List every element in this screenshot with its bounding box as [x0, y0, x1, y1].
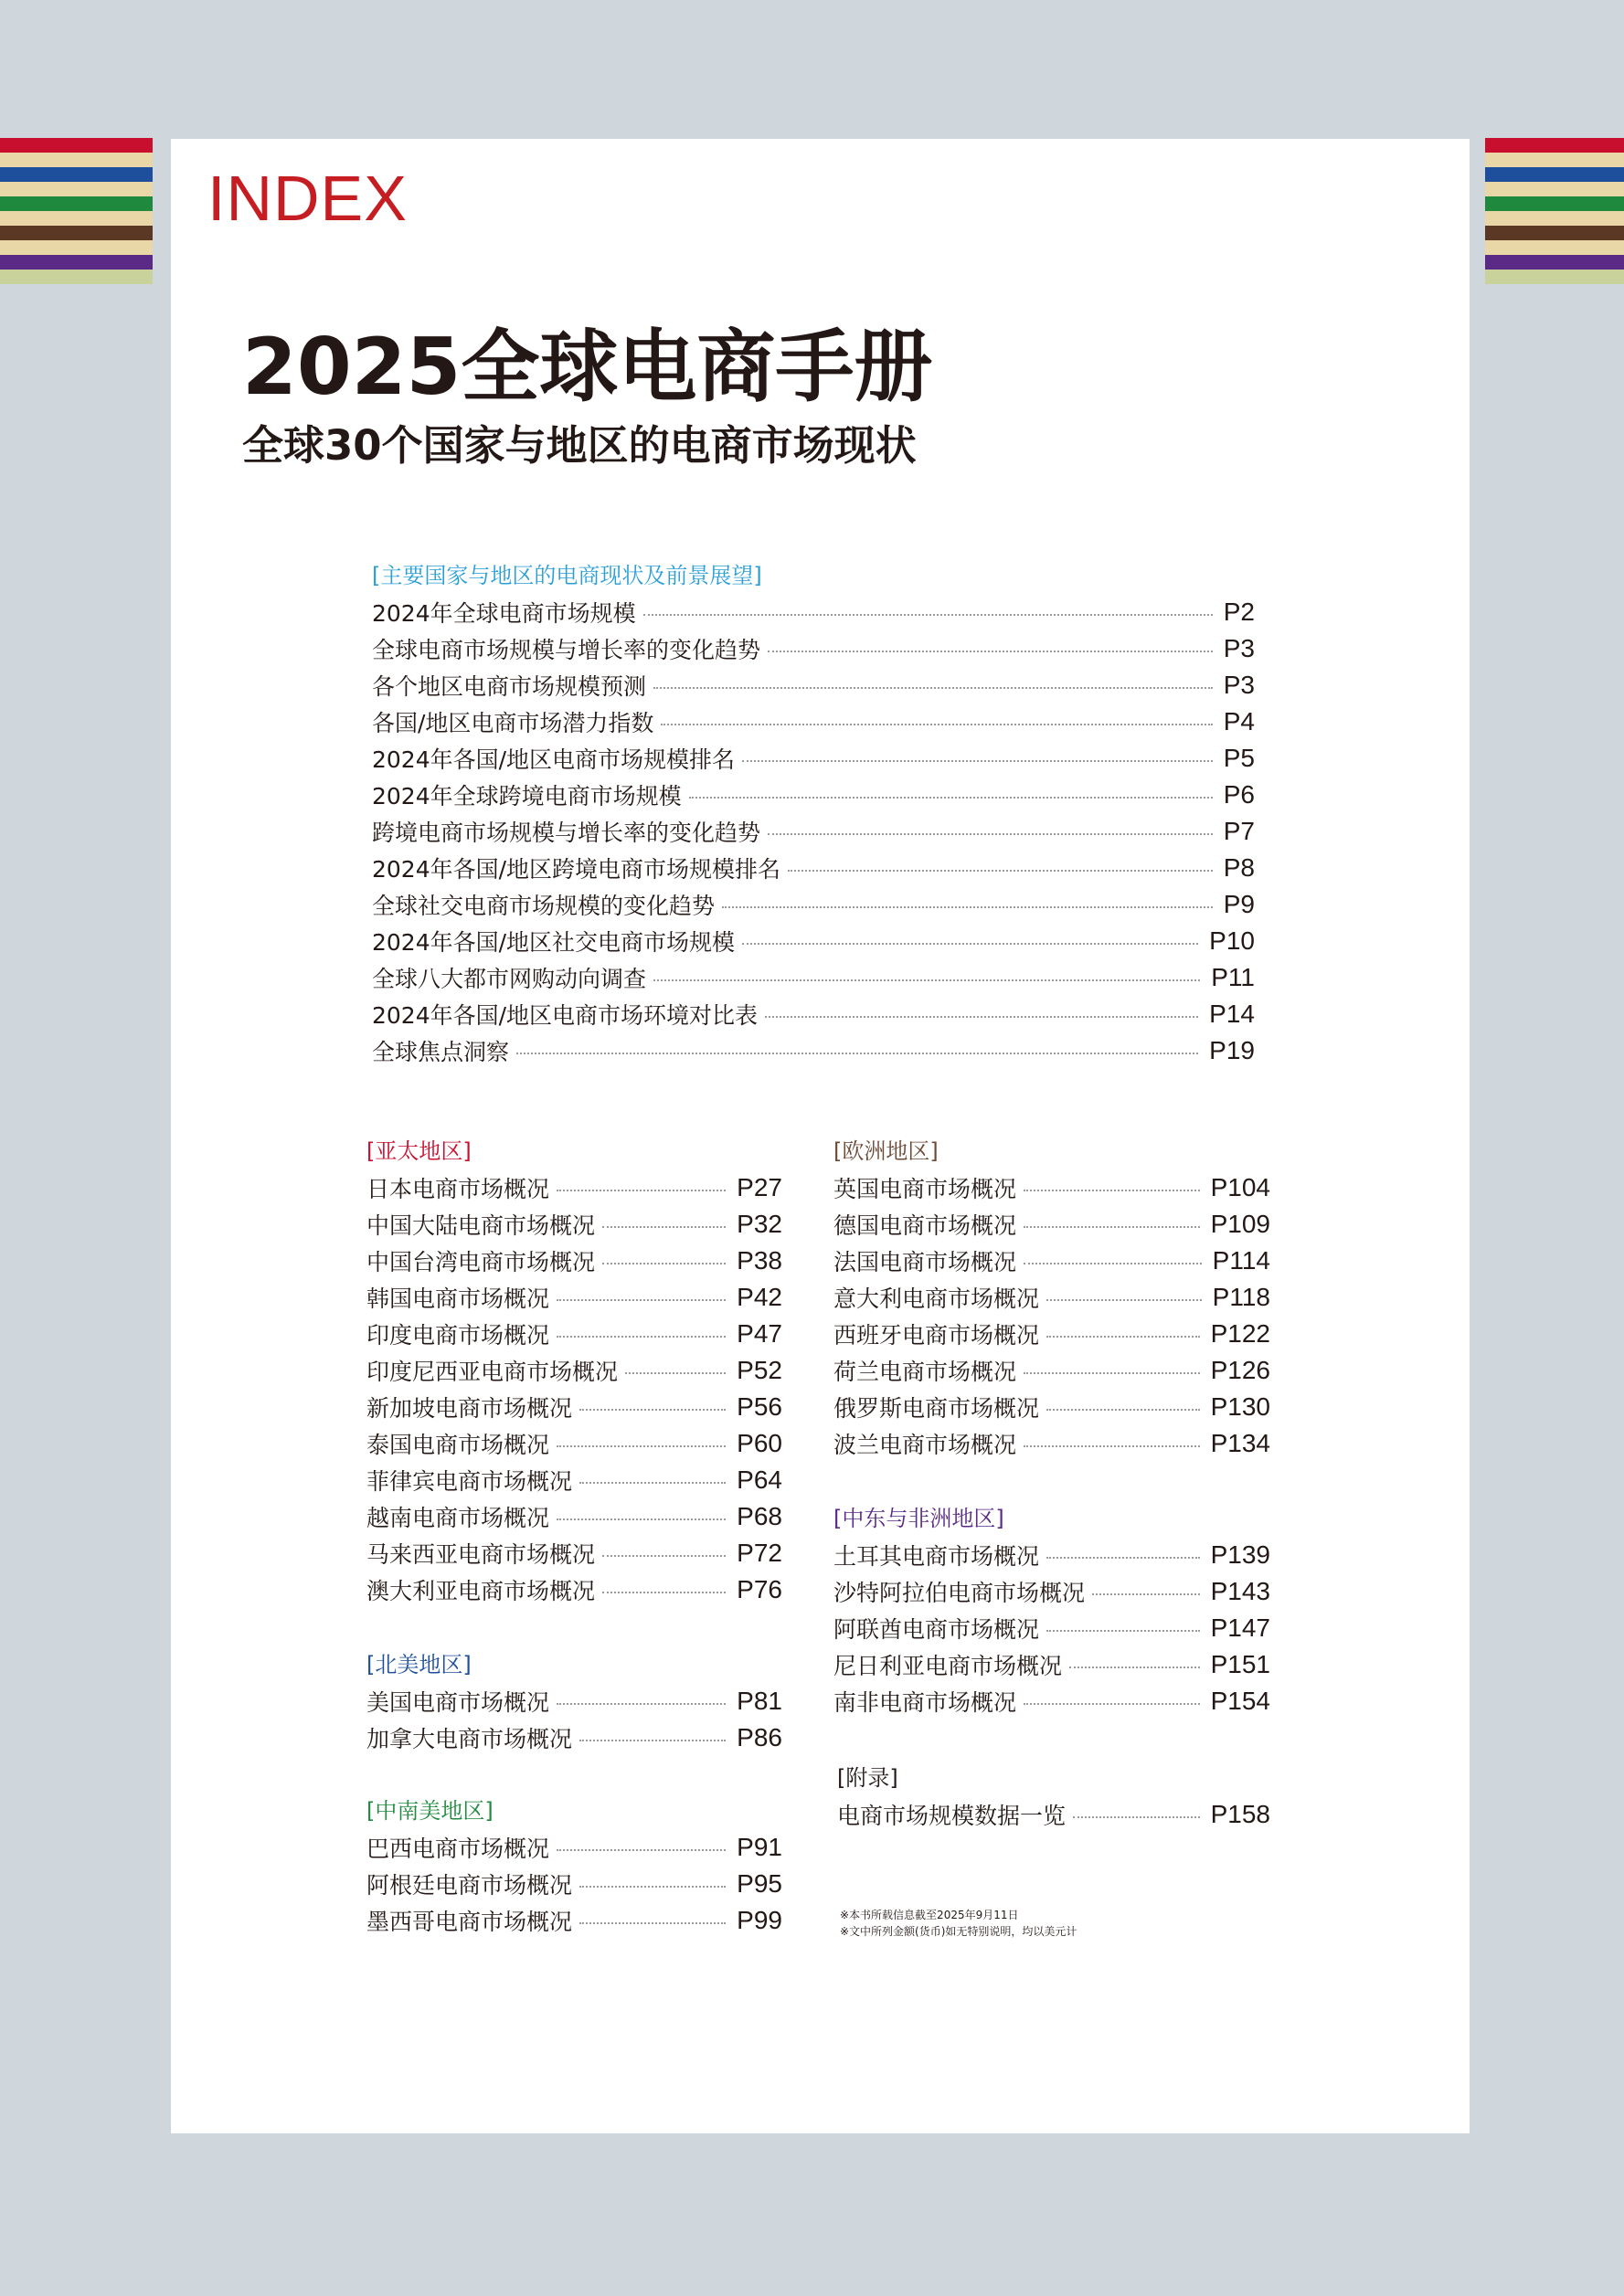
toc-entry-title: 尼日利亚电商市场概况 — [833, 1653, 1063, 1679]
toc-entry-title: 2024年全球跨境电商市场规模 — [372, 783, 682, 809]
dot-leader — [788, 870, 1213, 872]
stripe-band — [0, 182, 153, 196]
toc-entry[interactable] — [833, 1683, 1270, 1719]
stripe-band — [0, 167, 153, 182]
dot-leader — [1024, 1703, 1200, 1705]
dot-leader — [557, 1703, 726, 1705]
toc-entry-title: 波兰电商市场概况 — [833, 1432, 1017, 1458]
toc-page-number: P68 — [737, 1502, 782, 1530]
section-heading: [中东与非洲地区] — [833, 1506, 1004, 1531]
toc-entry[interactable] — [372, 850, 1255, 886]
toc-entry[interactable] — [833, 1610, 1270, 1646]
dot-leader — [557, 1190, 726, 1191]
dot-leader — [1024, 1445, 1200, 1447]
toc-entry-title: 印度尼西亚电商市场概况 — [366, 1359, 619, 1385]
toc-entry[interactable] — [833, 1389, 1270, 1425]
toc-entry[interactable] — [366, 1866, 782, 1902]
section-latin-america — [366, 1793, 782, 1939]
dot-leader — [557, 1336, 726, 1338]
toc-page-number: P19 — [1209, 1036, 1255, 1064]
toc-page-number: P47 — [737, 1319, 782, 1348]
toc-entry-title: 新加坡电商市场概况 — [366, 1395, 573, 1422]
stripe-band — [1485, 226, 1624, 240]
toc-entry-title: 泰国电商市场概况 — [366, 1432, 550, 1458]
dot-leader — [1046, 1336, 1200, 1338]
dot-leader — [742, 943, 1198, 945]
toc-page-number: P143 — [1210, 1577, 1270, 1605]
dot-leader — [661, 724, 1212, 725]
dot-leader — [653, 687, 1213, 689]
toc-entry-title: 2024年全球电商市场规模 — [372, 600, 636, 627]
toc-entry-title: 俄罗斯电商市场概况 — [833, 1395, 1040, 1422]
dot-leader — [768, 833, 1213, 835]
dot-leader — [625, 1372, 726, 1374]
section-main-overview — [372, 557, 1255, 1069]
toc-entry-title: 各国/地区电商市场潜力指数 — [372, 710, 654, 736]
toc-page-number: P38 — [737, 1246, 782, 1275]
toc-entry[interactable] — [366, 1352, 782, 1389]
section-heading: [北美地区] — [366, 1652, 472, 1677]
toc-page-number: P14 — [1209, 1000, 1255, 1028]
toc-page-number: P7 — [1223, 817, 1255, 845]
toc-entry[interactable] — [366, 1462, 782, 1498]
toc-entry[interactable] — [366, 1169, 782, 1206]
page-subtitle: 全球30个国家与地区的电商市场现状 — [242, 421, 917, 470]
toc-entry[interactable] — [372, 1032, 1255, 1069]
toc-entry-title: 沙特阿拉伯电商市场概况 — [833, 1580, 1086, 1606]
toc-page-number: P151 — [1210, 1650, 1270, 1678]
footnote: ※本书所载信息截至2025年9月11日 — [840, 1909, 1019, 1921]
toc-page-number: P72 — [737, 1539, 782, 1567]
toc-entry-title: 2024年各国/地区社交电商市场规模 — [372, 929, 736, 956]
footnote: ※文中所列金额(货币)如无特别说明，均以美元计 — [840, 1925, 1077, 1938]
toc-entry-title: 电商市场规模数据一览 — [837, 1803, 1067, 1829]
toc-page-number: P52 — [737, 1356, 782, 1384]
toc-page-number: P104 — [1210, 1173, 1270, 1201]
toc-entry-title: 阿联酋电商市场概况 — [833, 1616, 1040, 1643]
toc-entry-title: 荷兰电商市场概况 — [833, 1359, 1017, 1385]
toc-entry-title: 2024年各国/地区跨境电商市场规模排名 — [372, 856, 781, 883]
stripe-band — [0, 138, 153, 153]
toc-entry[interactable] — [372, 630, 1255, 667]
toc-entry[interactable] — [366, 1389, 782, 1425]
toc-page-number: P114 — [1212, 1246, 1270, 1275]
toc-entry[interactable] — [833, 1425, 1270, 1462]
dot-leader — [1024, 1263, 1202, 1264]
dot-leader — [765, 1016, 1198, 1018]
toc-entry-title: 中国大陆电商市场概况 — [366, 1212, 596, 1239]
index-label: INDEX — [207, 163, 408, 234]
dot-leader — [768, 651, 1213, 652]
toc-entry[interactable] — [837, 1796, 1270, 1833]
toc-entry-title: 美国电商市场概况 — [366, 1689, 550, 1716]
toc-entry-title: 跨境电商市场规模与增长率的变化趋势 — [372, 820, 761, 846]
stripe-band — [1485, 255, 1624, 270]
dot-leader — [579, 1886, 726, 1888]
toc-page-number: P11 — [1211, 963, 1255, 991]
toc-page-number: P81 — [737, 1687, 782, 1715]
section-heading: [中南美地区] — [366, 1798, 494, 1824]
section-appendix — [837, 1760, 1270, 1833]
section-heading: [主要国家与地区的电商现状及前景展望] — [372, 563, 762, 588]
dot-leader — [1046, 1630, 1200, 1632]
toc-entry-title: 全球焦点洞察 — [372, 1039, 510, 1065]
section-middle-east-africa — [833, 1500, 1270, 1719]
dot-leader — [557, 1518, 726, 1520]
toc-entry[interactable] — [833, 1352, 1270, 1389]
toc-entry[interactable] — [372, 740, 1255, 777]
toc-page-number: P8 — [1223, 853, 1255, 882]
toc-entry-title: 韩国电商市场概况 — [366, 1286, 550, 1312]
toc-entry-title: 墨西哥电商市场概况 — [366, 1909, 573, 1935]
dot-leader — [1069, 1666, 1200, 1668]
dot-leader — [579, 1922, 726, 1924]
toc-page-number: P32 — [737, 1210, 782, 1238]
stripe-band — [1485, 153, 1624, 167]
toc-entry[interactable] — [366, 1206, 782, 1243]
dot-leader — [602, 1226, 726, 1228]
toc-entry[interactable] — [372, 996, 1255, 1032]
toc-page-number: P154 — [1210, 1687, 1270, 1715]
toc-entry-title: 意大利电商市场概况 — [833, 1286, 1040, 1312]
dot-leader — [579, 1740, 726, 1741]
toc-entry[interactable] — [366, 1535, 782, 1571]
toc-entry[interactable] — [372, 886, 1255, 923]
toc-page-number: P99 — [737, 1906, 782, 1934]
stripe-band — [1485, 211, 1624, 226]
section-heading: [欧洲地区] — [833, 1138, 939, 1164]
stripe-band — [0, 226, 153, 240]
toc-entry-title: 2024年各国/地区电商市场规模排名 — [372, 746, 736, 773]
toc-entry[interactable] — [372, 923, 1255, 959]
footnotes — [840, 1907, 1077, 1940]
toc-page-number: P130 — [1210, 1392, 1270, 1421]
toc-page-number: P86 — [737, 1723, 782, 1751]
toc-page-number: P95 — [737, 1869, 782, 1898]
dot-leader — [602, 1263, 726, 1264]
toc-entry-title: 全球八大都市网购动向调查 — [372, 966, 647, 992]
toc-page-number: P10 — [1209, 926, 1255, 955]
toc-entry[interactable] — [372, 667, 1255, 704]
dot-leader — [742, 760, 1213, 762]
toc-entry[interactable] — [833, 1279, 1270, 1316]
section-europe — [833, 1133, 1270, 1462]
toc-page-number: P126 — [1210, 1356, 1270, 1384]
dot-leader — [557, 1445, 726, 1447]
toc-entry-title: 马来西亚电商市场概况 — [366, 1541, 596, 1568]
toc-entry-title: 德国电商市场概况 — [833, 1212, 1017, 1239]
stripe-band — [0, 255, 153, 270]
toc-entry-title: 菲律宾电商市场概况 — [366, 1468, 573, 1495]
dot-leader — [653, 979, 1200, 981]
toc-entry-title: 阿根廷电商市场概况 — [366, 1872, 573, 1899]
dot-leader — [1024, 1190, 1200, 1191]
toc-entry[interactable] — [366, 1571, 782, 1608]
toc-page-number: P4 — [1223, 707, 1255, 735]
toc-entry[interactable] — [366, 1243, 782, 1279]
section-heading: [亚太地区] — [366, 1138, 472, 1164]
toc-page-number: P2 — [1223, 598, 1255, 626]
toc-entry-title: 南非电商市场概况 — [833, 1689, 1017, 1716]
toc-entry[interactable] — [833, 1573, 1270, 1610]
toc-entry-title: 全球社交电商市场规模的变化趋势 — [372, 893, 716, 919]
toc-entry[interactable] — [833, 1316, 1270, 1352]
toc-page-number: P3 — [1223, 634, 1255, 662]
dot-leader — [1073, 1816, 1200, 1818]
toc-entry[interactable] — [366, 1683, 782, 1719]
toc-entry-title: 各个地区电商市场规模预测 — [372, 673, 647, 700]
stripe-band — [1485, 196, 1624, 211]
stripe-band — [1485, 138, 1624, 153]
toc-entry-title: 法国电商市场概况 — [833, 1249, 1017, 1275]
toc-entry-title: 巴西电商市场概况 — [366, 1836, 550, 1862]
stripe-band — [0, 196, 153, 211]
toc-entry-title: 日本电商市场概况 — [366, 1176, 550, 1202]
stripe-band — [1485, 182, 1624, 196]
toc-entry[interactable] — [833, 1537, 1270, 1573]
section-north-america — [366, 1646, 782, 1756]
section-heading: [附录] — [837, 1765, 898, 1791]
toc-entry[interactable] — [833, 1243, 1270, 1279]
dot-leader — [557, 1849, 726, 1851]
toc-entry-title: 印度电商市场概况 — [366, 1322, 550, 1349]
dot-leader — [516, 1053, 1198, 1054]
dot-leader — [1046, 1557, 1200, 1559]
dot-leader — [579, 1482, 726, 1484]
toc-entry[interactable] — [366, 1719, 782, 1756]
toc-entry[interactable] — [833, 1169, 1270, 1206]
toc-page-number: P118 — [1212, 1283, 1270, 1311]
toc-entry-title: 西班牙电商市场概况 — [833, 1322, 1040, 1349]
toc-page-number: P5 — [1223, 744, 1255, 772]
dot-leader — [1092, 1593, 1200, 1595]
toc-entry[interactable] — [366, 1279, 782, 1316]
toc-entry-title: 2024年各国/地区电商市场环境对比表 — [372, 1002, 759, 1029]
toc-entry[interactable] — [833, 1206, 1270, 1243]
dot-leader — [1024, 1372, 1200, 1374]
toc-page-number: P27 — [737, 1173, 782, 1201]
left-stripe-decoration — [0, 138, 153, 255]
toc-page-number: P158 — [1210, 1800, 1270, 1828]
stripe-band — [1485, 167, 1624, 182]
toc-page-number: P139 — [1210, 1540, 1270, 1569]
dot-leader — [1046, 1299, 1202, 1301]
toc-entry-title: 英国电商市场概况 — [833, 1176, 1017, 1202]
stripe-band — [1485, 240, 1624, 255]
toc-page-number: P76 — [737, 1575, 782, 1603]
toc-entry[interactable] — [372, 813, 1255, 850]
toc-entry[interactable] — [366, 1829, 782, 1866]
toc-page-number: P3 — [1223, 671, 1255, 699]
toc-entry[interactable] — [372, 704, 1255, 740]
stripe-band — [0, 211, 153, 226]
toc-page-number: P6 — [1223, 780, 1255, 809]
dot-leader — [579, 1409, 726, 1411]
toc-page-number: P109 — [1210, 1210, 1270, 1238]
toc-entry[interactable] — [833, 1646, 1270, 1683]
stripe-band — [0, 240, 153, 255]
dot-leader — [602, 1555, 726, 1557]
dot-leader — [689, 797, 1213, 799]
dot-leader — [1024, 1226, 1200, 1228]
toc-page-number: P134 — [1210, 1429, 1270, 1457]
toc-entry[interactable] — [366, 1498, 782, 1535]
toc-entry-title: 澳大利亚电商市场概况 — [366, 1578, 596, 1604]
toc-page-number: P91 — [737, 1833, 782, 1861]
dot-leader — [643, 614, 1213, 616]
page-title: 2025全球电商手册 — [242, 322, 933, 413]
toc-page-number: P64 — [737, 1465, 782, 1494]
toc-entry[interactable] — [372, 594, 1255, 630]
stripe-band — [0, 270, 153, 284]
toc-entry-title: 中国台湾电商市场概况 — [366, 1249, 596, 1275]
toc-entry[interactable] — [366, 1425, 782, 1462]
toc-page-number: P42 — [737, 1283, 782, 1311]
toc-entry-title: 越南电商市场概况 — [366, 1505, 550, 1531]
right-stripe-decoration — [1485, 138, 1624, 255]
toc-page-number: P9 — [1223, 890, 1255, 918]
toc-entry-title: 加拿大电商市场概况 — [366, 1726, 573, 1752]
section-asia-pacific — [366, 1133, 782, 1608]
toc-page-number: P56 — [737, 1392, 782, 1421]
toc-page-number: P60 — [737, 1429, 782, 1457]
dot-leader — [1046, 1409, 1200, 1411]
toc-entry-title: 土耳其电商市场概况 — [833, 1543, 1040, 1570]
dot-leader — [557, 1299, 726, 1301]
stripe-band — [0, 153, 153, 167]
toc-entry[interactable] — [366, 1316, 782, 1352]
toc-page-number: P122 — [1210, 1319, 1270, 1348]
dot-leader — [602, 1592, 726, 1593]
toc-entry-title: 全球电商市场规模与增长率的变化趋势 — [372, 637, 761, 663]
toc-page-number: P147 — [1210, 1614, 1270, 1642]
dot-leader — [722, 906, 1213, 908]
toc-entry[interactable] — [366, 1902, 782, 1939]
toc-entry[interactable] — [372, 777, 1255, 813]
stripe-band — [1485, 270, 1624, 284]
toc-entry[interactable] — [372, 959, 1255, 996]
